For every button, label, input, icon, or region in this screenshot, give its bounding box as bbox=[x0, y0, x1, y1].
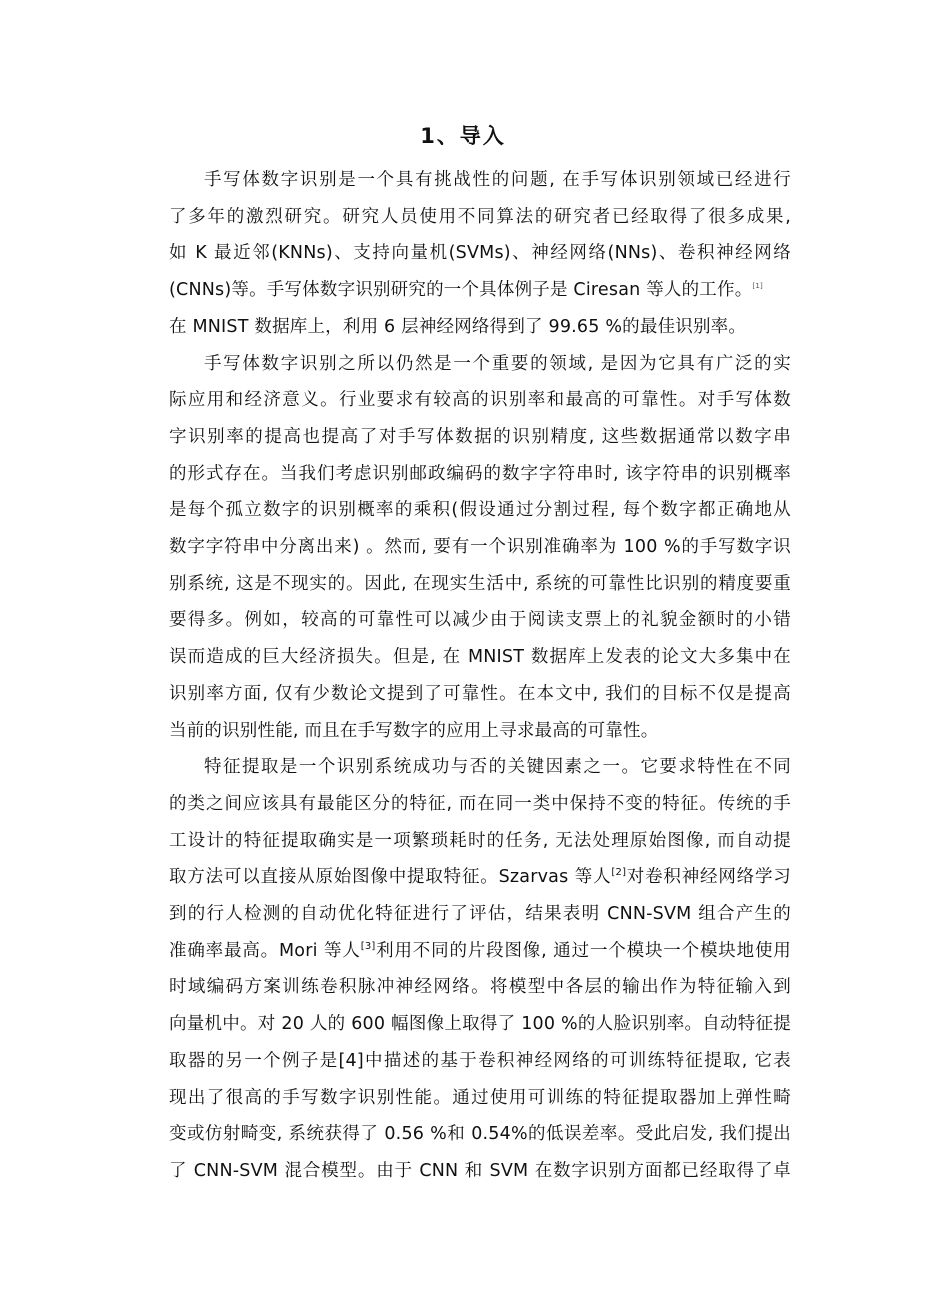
paragraph-1-line-5: 在 MNIST 数据库上，利用 6 层神经网络得到了 99.65 %的最佳识别率。 bbox=[169, 316, 747, 337]
paragraph-3-line-1: 特征提取是一个识别系统成功与否的关键因素之一。它要求特性在不同 bbox=[204, 757, 791, 778]
paragraph-2-line-7: 别系统, 这是不现实的。因此, 在现实生活中, 系统的可靠性比识别的精度要重 bbox=[169, 573, 791, 594]
paragraph-3-line-4 bbox=[169, 859, 791, 896]
paragraph-2-line-1: 手写体数字识别之所以仍然是一个重要的领域, 是因为它具有广泛的实 bbox=[204, 353, 791, 374]
paragraph-2-line-10: 识别率方面, 仅有少数论文提到了可靠性。在本文中, 我们的目标不仅是提高 bbox=[169, 683, 791, 704]
paragraph-3 bbox=[169, 749, 791, 1189]
paragraph-3-line-9: 取器的另一个例子是[4]中描述的基于卷积神经网络的可训练特征提取, 它表 bbox=[169, 1050, 791, 1071]
paragraph-1-line-4-text: (CNNs)等。手写体数字识别研究的一个具体例子是 Ciresan 等人的工作。 bbox=[169, 280, 753, 301]
paragraph-3-line-5: 到的行人检测的自动优化特征进行了评估，结果表明 CNN-SVM 组合产生的 bbox=[169, 904, 791, 925]
paragraph-2-line-8: 要得多。例如，较高的可靠性可以减少由于阅读支票上的礼貌金额时的小错 bbox=[169, 610, 791, 631]
section-title: 1、导入 bbox=[420, 124, 506, 148]
paragraph-1 bbox=[169, 162, 791, 346]
citation-2: [2] bbox=[611, 867, 627, 879]
paragraph-3-line-2: 的类之间应该具有最能区分的特征, 而在同一类中保持不变的特征。传统的手 bbox=[169, 793, 791, 814]
paragraph-3-line-4-tail: 对卷积神经网络学习 bbox=[626, 867, 791, 888]
paragraph-3-line-6-tail: 利用不同的片段图像, 通过一个模块一个模块地使用 bbox=[375, 940, 791, 961]
paragraph-2-line-3: 字识别率的提高也提高了对手写体数据的识别精度, 这些数据通常以数字串 bbox=[169, 426, 791, 447]
paragraph-2-line-11: 当前的识别性能, 而且在手写数字的应用上寻求最高的可靠性。 bbox=[169, 720, 659, 741]
paragraph-3-line-12: 了 CNN-SVM 混合模型。由于 CNN 和 SVM 在数字识别方面都已经取得了卓 bbox=[169, 1160, 791, 1181]
paragraph-3-line-3: 工设计的特征提取确实是一项繁琐耗时的任务, 无法处理原始图像, 而自动提 bbox=[169, 830, 791, 851]
paragraph-3-line-6 bbox=[169, 933, 791, 970]
paragraph-3-line-7: 时域编码方案训练卷积脉冲神经网络。将模型中各层的输出作为特征输入到 bbox=[169, 977, 791, 998]
citation-1: [1] bbox=[752, 282, 763, 291]
paragraph-2-line-9: 误而造成的巨大经济损失。但是, 在 MNIST 数据库上发表的论文大多集中在 bbox=[169, 647, 791, 668]
paragraph-1-line-3: 如 K 最近邻(KNNs)、支持向量机(SVMs)、神经网络(NNs)、卷积神经网络 bbox=[169, 243, 791, 264]
document-body bbox=[169, 162, 791, 1190]
paragraph-1-line-1: 手写体数字识别是一个具有挑战性的问题, 在手写体识别领域已经进行 bbox=[204, 170, 791, 190]
paragraph-3-line-6-text: 准确率最高。Mori 等人 bbox=[169, 940, 361, 961]
paragraph-3-line-11: 变或仿射畸变, 系统获得了 0.56 %和 0.54%的低误差率。受此启发, 我们提出 bbox=[169, 1124, 791, 1145]
paragraph-2-line-5: 是每个孤立数字的识别概率的乘积(假设通过分割过程, 每个数字都正确地从 bbox=[169, 500, 791, 521]
paragraph-3-line-4-text: 取方法可以直接从原始图像中提取特征。Szarvas 等人 bbox=[169, 867, 612, 888]
paragraph-1-line-4 bbox=[169, 272, 791, 309]
paragraph-2 bbox=[169, 346, 791, 750]
paragraph-2-line-4: 的形式存在。当我们考虑识别邮政编码的数字字符串时, 该字符串的识别概率 bbox=[169, 463, 791, 484]
paragraph-3-line-10: 现出了很高的手写数字识别性能。通过使用可训练的特征提取器加上弹性畸 bbox=[169, 1087, 791, 1108]
paragraph-1-line-2: 了多年的激烈研究。研究人员使用不同算法的研究者已经取得了很多成果, bbox=[169, 206, 791, 227]
paragraph-2-line-2: 际应用和经济意义。行业要求有较高的识别率和最高的可靠性。对手写体数 bbox=[169, 390, 791, 411]
paragraph-2-line-6: 数字字符串中分离出来) 。然而, 要有一个识别准确率为 100 %的手写数字识 bbox=[169, 537, 791, 558]
citation-3: [3] bbox=[360, 940, 376, 952]
paragraph-3-line-8: 向量机中。对 20 人的 600 幅图像上取得了 100 %的人脸识别率。自动特征提 bbox=[169, 1014, 791, 1035]
